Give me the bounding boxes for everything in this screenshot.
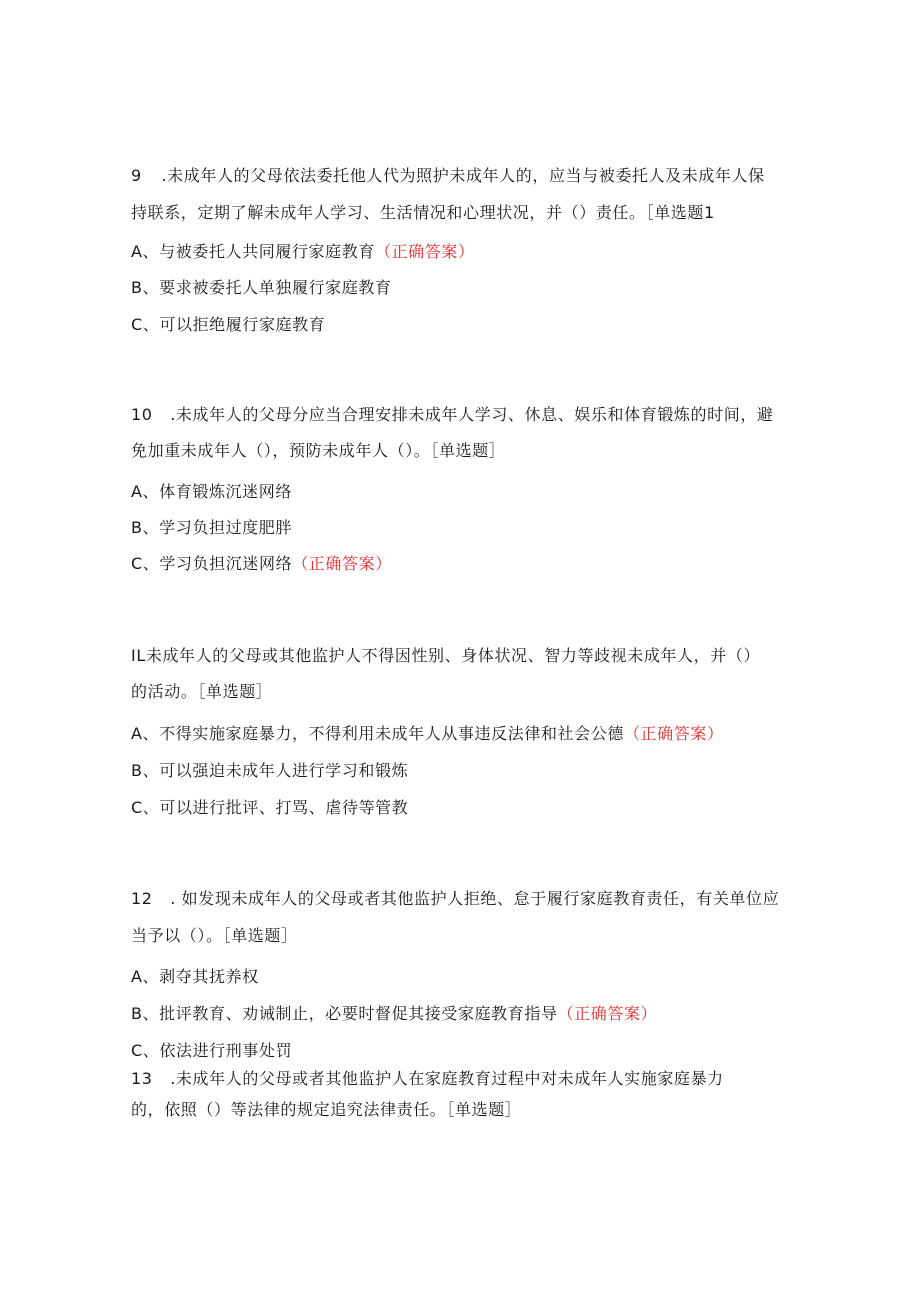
- question-9-stem-line2: 持联系，定期了解未成年人学习、生活情况和心理状况，并（）责任。［单选题1: [131, 203, 715, 222]
- correct-answer-mark: （正确答案）: [292, 554, 392, 573]
- option-12b[interactable]: B、批评教育、劝诫制止，必要时督促其接受家庭教育指导（正确答案）: [131, 1004, 658, 1023]
- question-11-stem-line2: 的活动。［单选题］: [131, 682, 273, 701]
- question-12-stem-line1: 12 . 如发现未成年人的父母或者其他监护人拒绝、怠于履行家庭教育责任，有关单位应: [131, 889, 780, 908]
- question-number: 10: [131, 405, 153, 424]
- option-11b[interactable]: B、可以强迫未成年人进行学习和锻炼: [131, 761, 409, 780]
- question-10-stem-line1: 10 .未成年人的父母分应当合理安排未成年人学习、休息、娱乐和体育锻炼的时间，避: [131, 405, 774, 424]
- option-10a[interactable]: A、体育锻炼沉迷网络: [131, 482, 292, 501]
- question-number: 13: [131, 1069, 153, 1088]
- option-12a[interactable]: A、剥夺其抚养权: [131, 967, 259, 986]
- question-12-stem-line2: 当予以（）。［单选题］: [131, 926, 298, 945]
- option-9b[interactable]: B、要求被委托人单独履行家庭教育: [131, 278, 392, 297]
- correct-answer-mark: （正确答案）: [623, 724, 724, 743]
- question-10-stem-line2: 免加重未成年人（），预防未成年人（）。［单选题］: [131, 441, 506, 460]
- option-12c[interactable]: C、依法进行刑事处罚: [131, 1041, 293, 1060]
- option-10b[interactable]: B、学习负担过度肥胖: [131, 518, 292, 537]
- question-13-stem-line1: 13 .未成年人的父母或者其他监护人在家庭教育过程中对未成年人实施家庭暴力: [131, 1069, 724, 1088]
- question-13-stem-line2: 的，依照（）等法律的规定追究法律责任。［单选题］: [131, 1100, 522, 1119]
- option-11a[interactable]: A、不得实施家庭暴力，不得利用未成年人从事违反法律和社会公德（正确答案）: [131, 724, 724, 743]
- option-10c[interactable]: C、学习负担沉迷网络（正确答案）: [131, 554, 392, 573]
- option-11c[interactable]: C、可以进行批评、打骂、虐待等管教: [131, 798, 409, 817]
- question-number: 12: [131, 889, 153, 908]
- option-9a[interactable]: A、与被委托人共同履行家庭教育（正确答案）: [131, 242, 475, 261]
- question-number: IL: [131, 646, 146, 665]
- question-9-stem-line1: 9 .未成年人的父母依法委托他人代为照护未成年人的，应当与被委托人及未成年人保: [131, 166, 765, 185]
- question-11-stem-line1: IL未成年人的父母或其他监护人不得因性别、身体状况、智力等歧视未成年人，并（）: [131, 646, 761, 665]
- option-9c[interactable]: C、可以拒绝履行家庭教育: [131, 315, 326, 334]
- question-number: 9: [131, 166, 142, 185]
- correct-answer-mark: （正确答案）: [374, 242, 475, 261]
- correct-answer-mark: （正确答案）: [557, 1004, 658, 1023]
